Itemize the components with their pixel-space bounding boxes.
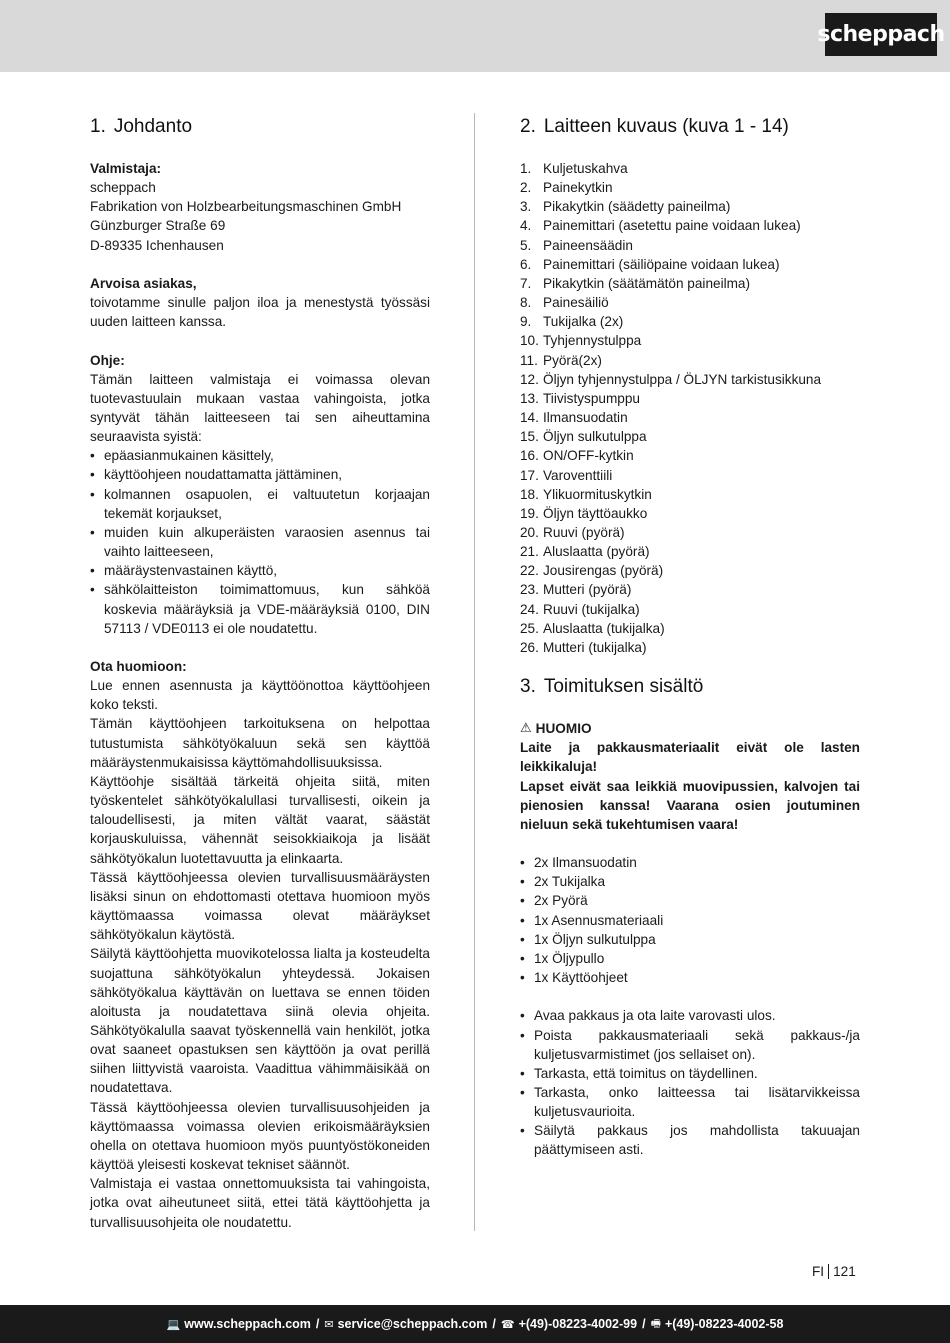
list-item: [520, 370, 860, 389]
list-item: • muiden kuin alkuperäisten varaosien asennus tai vaihto laitteeseen,: [90, 523, 430, 561]
list-item: [520, 619, 860, 638]
warning-triangle-icon: ⚠: [520, 721, 532, 737]
list-item: [520, 236, 860, 255]
part-name: Pyörä(2x): [543, 352, 602, 368]
part-name: Kuljetuskahva: [543, 161, 628, 176]
manufacturer-label: Valmistaja:: [90, 161, 162, 176]
part-name: Painemittari (säiliöpaine voidaan lukea): [543, 256, 780, 272]
part-number: 22.: [520, 563, 539, 579]
footer-phone: +(49)-08223-4002-99: [518, 1317, 638, 1331]
attention-paragraph: Tämän käyttöohjeen tarkoituksena on helpottaa tutustumista sähkötyökaluun sekä sen käyttöä määräystenmukaisissa käyttömahdollisuuksissa.: [90, 716, 430, 770]
list-item: • määräystenvastainen käyttö,: [90, 561, 430, 580]
note-label: Ohje:: [90, 352, 125, 368]
part-name: Aluslaatta (pyörä): [543, 544, 650, 560]
list-item: • 1x Öljypullo: [520, 949, 860, 968]
part-name: Ylikuormituskytkin: [543, 486, 652, 502]
list-item: • 2x Ilmansuodatin: [520, 853, 860, 872]
footer-email[interactable]: service@scheppach.com: [337, 1317, 488, 1331]
part-name: ON/OFF-kytkin: [543, 448, 634, 464]
attention-paragraph: Tässä käyttöohjeessa olevien turvallisuusohjeiden ja käyttömaassa voimassa olevien erikoismääräyksien ohella on otettava huomioon myös puuntyöstökoneiden käyttöä yleisesti koskevat tekniset säännöt.: [90, 1099, 430, 1173]
part-number: 25.: [520, 620, 539, 636]
part-name: Öljyn sulkutulppa: [543, 429, 647, 445]
footer-fax: +(49)-08223-4002-58: [664, 1317, 784, 1331]
list-item: • 1x Asennusmateriaali: [520, 911, 860, 930]
list-item: [520, 580, 860, 599]
list-item: [520, 293, 860, 312]
part-number: 6.: [520, 256, 532, 272]
part-number: 2.: [520, 180, 532, 196]
list-item: [520, 159, 860, 178]
manufacturer-line: Günzburger Straße 69: [90, 218, 226, 234]
attention-paragraph: Lue ennen asennusta ja käyttöönottoa käyttöohjeen koko teksti.: [90, 678, 430, 713]
list-item: • epäasianmukainen käsittely,: [90, 446, 430, 465]
list-item: [520, 331, 860, 350]
part-number: 17.: [520, 467, 539, 483]
section-3-heading: [520, 675, 860, 699]
part-name: Painemittari (asetettu paine voidaan lukea): [543, 218, 801, 234]
list-item: • Avaa pakkaus ja ota laite varovasti ulos.: [520, 1006, 860, 1025]
list-item: • 1x Käyttöohjeet: [520, 968, 860, 987]
part-number: 14.: [520, 410, 539, 426]
manufacturer-line: Fabrikation von Holzbearbeitungsmaschinen GmbH: [90, 199, 402, 215]
liability-list: [90, 446, 430, 638]
part-number: 21.: [520, 544, 539, 560]
section-2-heading: [520, 115, 860, 139]
footer-website[interactable]: www.scheppach.com: [184, 1317, 311, 1331]
part-name: Jousirengas (pyörä): [543, 563, 664, 579]
phone-icon: ☎: [500, 1317, 515, 1331]
list-item: • Tarkasta, että toimitus on täydellinen.: [520, 1064, 860, 1083]
section-title: Toimituksen sisältö: [543, 676, 704, 698]
part-number: 9.: [520, 314, 532, 330]
part-name: Painesäiliö: [543, 295, 609, 311]
list-item: [520, 351, 860, 370]
list-item: [520, 216, 860, 235]
warning-heading: [520, 719, 860, 738]
list-item: • Poista pakkausmateriaali sekä pakkaus-/ja kuljetusvarmistimet (jos sellaiset on).: [520, 1026, 860, 1064]
list-item: • kolmannen osapuolen, ei valtuutetun korjaajan tekemät korjaukset,: [90, 485, 430, 523]
footer-separator: /: [492, 1317, 496, 1331]
unpacking-steps-list: [520, 1006, 860, 1159]
mail-icon: ✉: [324, 1317, 334, 1331]
scheppach-logo: scheppach: [825, 13, 937, 56]
list-item: [520, 255, 860, 274]
part-name: Ilmansuodatin: [543, 410, 628, 426]
part-number: 15.: [520, 429, 539, 445]
dear-customer-label: Arvoisa asiakas,: [90, 275, 197, 291]
list-item: [520, 178, 860, 197]
list-item: [520, 312, 860, 331]
section-title: Johdanto: [113, 116, 193, 137]
part-name: Pikakytkin (säädetty paineilma): [543, 199, 731, 215]
list-item: [520, 485, 860, 504]
list-item: • 2x Pyörä: [520, 891, 860, 910]
warning-text: Laite ja pakkausmateriaalit eivät ole lasten leikkikaluja!: [520, 740, 860, 775]
part-number: 26.: [520, 639, 539, 655]
list-item: [520, 466, 860, 485]
list-item: • Tarkasta, onko laitteessa tai lisätarvikkeissa kuljetusvaurioita.: [520, 1083, 860, 1121]
section-title: Laitteen kuvaus (kuva 1 - 14): [543, 116, 789, 137]
page-number-divider: [828, 1264, 829, 1279]
part-name: Aluslaatta (tukijalka): [543, 620, 665, 636]
list-item: [520, 197, 860, 216]
list-item: [520, 427, 860, 446]
part-number: 3.: [520, 199, 532, 215]
manufacturer-line: scheppach: [90, 180, 156, 196]
list-item: [520, 638, 860, 657]
part-number: 10.: [520, 333, 539, 349]
part-name: Painekytkin: [543, 180, 613, 196]
right-column: [520, 115, 860, 1160]
header-bar: [0, 0, 950, 72]
delivery-contents-list: [520, 853, 860, 987]
part-name: Öljyn tyhjennystulppa / ÖLJYN tarkistusikkuna: [543, 371, 822, 387]
part-number: 23.: [520, 582, 539, 598]
section-number: 2.: [520, 116, 536, 137]
dear-customer-text: toivotamme sinulle paljon iloa ja menestystä työssäsi uuden laitteen kanssa.: [90, 295, 430, 330]
list-item: • Säilytä pakkaus jos mahdollista takuuajan päättymiseen asti.: [520, 1121, 860, 1159]
part-name: Mutteri (tukijalka): [543, 639, 647, 655]
part-number: 7.: [520, 275, 532, 291]
part-number: 16.: [520, 448, 539, 464]
part-number: 24.: [520, 601, 539, 617]
manufacturer-block: [90, 159, 430, 255]
page-number: [812, 1264, 856, 1279]
fax-icon: 🖷: [650, 1316, 661, 1330]
part-name: Paineensäädin: [543, 237, 633, 253]
list-item: [520, 523, 860, 542]
language-code: FI: [812, 1264, 825, 1279]
warning-text: Lapset eivät saa leikkiä muovipussien, kalvojen tai pienosien kanssa! Vaarana osien joutuminen nieluun sekä tukehtumisen vaara!: [520, 778, 860, 832]
section-number: 3.: [520, 676, 536, 698]
footer-separator: /: [642, 1317, 646, 1331]
part-number: 5.: [520, 237, 532, 253]
note-text: Tämän laitteen valmistaja ei voimassa olevan tuotevastuulain mukaan vastaa vahingoista, jotka syntyvät tähän laitteeseen tai sen aiheuttamina seuraavista syistä:: [90, 371, 430, 445]
section-number: 1.: [90, 116, 106, 137]
attention-paragraph: Tässä käyttöohjeessa olevien turvallisuusmääräysten lisäksi sinun on ehdottomasti otettava huomioon myös käyttömaassa voimassa olevat määräykset sähkötyökalun käytöstä.: [90, 869, 430, 943]
computer-icon: 💻: [166, 1317, 181, 1331]
parts-list: [520, 159, 860, 657]
list-item: • 2x Tukijalka: [520, 872, 860, 891]
part-name: Tyhjennystulppa: [543, 333, 642, 349]
part-name: Ruuvi (pyörä): [543, 524, 625, 540]
part-name: Tiivistyspumppu: [543, 390, 640, 406]
list-item: [520, 274, 860, 293]
attention-paragraph: Valmistaja ei vastaa onnettomuuksista tai vahingoista, jotka ovat aiheutuneet siitä, ettei tätä käyttöohjetta ja turvallisuusohjeita ole noudatettu.: [90, 1176, 430, 1230]
part-name: Varoventtiili: [543, 467, 613, 483]
section-1-heading: [90, 115, 430, 139]
part-name: Ruuvi (tukijalka): [543, 601, 640, 617]
footer-bar: [0, 1305, 950, 1343]
part-number: 11.: [520, 352, 538, 368]
part-name: Öljyn täyttöaukko: [543, 505, 648, 521]
list-item: [520, 389, 860, 408]
footer-separator: /: [315, 1317, 320, 1331]
list-item: • käyttöohjeen noudattamatta jättäminen,: [90, 465, 430, 484]
part-number: 19.: [520, 505, 539, 521]
list-item: [520, 542, 860, 561]
attention-label: Ota huomioon:: [90, 659, 187, 675]
list-item: • sähkölaitteiston toimimattomuus, kun sähköä koskevia määräyksiä ja VDE-määräyksiä 0100, DIN 57113 / VDE0113 ei ole noudatettu.: [90, 580, 430, 637]
part-number: 1.: [520, 161, 532, 176]
part-name: Tukijalka (2x): [543, 314, 624, 330]
part-name: Mutteri (pyörä): [543, 582, 632, 598]
part-number: 8.: [520, 295, 532, 311]
part-name: Pikakytkin (säätämätön paineilma): [543, 275, 751, 291]
left-column: [90, 115, 430, 1232]
list-item: [520, 446, 860, 465]
page-number-value: 121: [833, 1264, 856, 1279]
part-number: 12.: [520, 371, 539, 387]
warning-label: HUOMIO: [535, 721, 592, 737]
part-number: 4.: [520, 218, 532, 234]
manufacturer-line: D-89335 Ichenhausen: [90, 237, 224, 253]
list-item: [520, 408, 860, 427]
attention-paragraph: Käyttöohje sisältää tärkeitä ohjeita siitä, miten työskentelet sähkötyökalullasi turvallisesti, oikein ja taloudellisesti, ja miten vältät vaarat, säästät korjauskuluissa, vähennät seisokkiaikoja ja lisäät sähkötyökalun luotettavuutta ja elinkaarta.: [90, 773, 430, 866]
part-number: 20.: [520, 524, 539, 540]
attention-paragraph: Säilytä käyttöohjetta muovikotelossa lialta ja kosteudelta suojattuna sähkötyökalun yhteydessä. Jokaisen sähkötyökalua käyttävän on luettava se ennen töiden aloitusta ja noudatettava siinä olevia ohjeita. Sähkötyökalulla saavat työskennellä vain henkilöt, jotka ovat saaneet opastuksen sen käyttöön ja ovat perillä siihen liittyvistä vaaroista. Vaadittua vähimmäisikää on noudatettava.: [90, 946, 430, 1096]
list-item: [520, 561, 860, 580]
list-item: [520, 600, 860, 619]
part-number: 13.: [520, 390, 539, 406]
list-item: • 1x Öljyn sulkutulppa: [520, 930, 860, 949]
column-divider: [474, 113, 475, 1231]
list-item: [520, 504, 860, 523]
part-number: 18.: [520, 486, 539, 502]
